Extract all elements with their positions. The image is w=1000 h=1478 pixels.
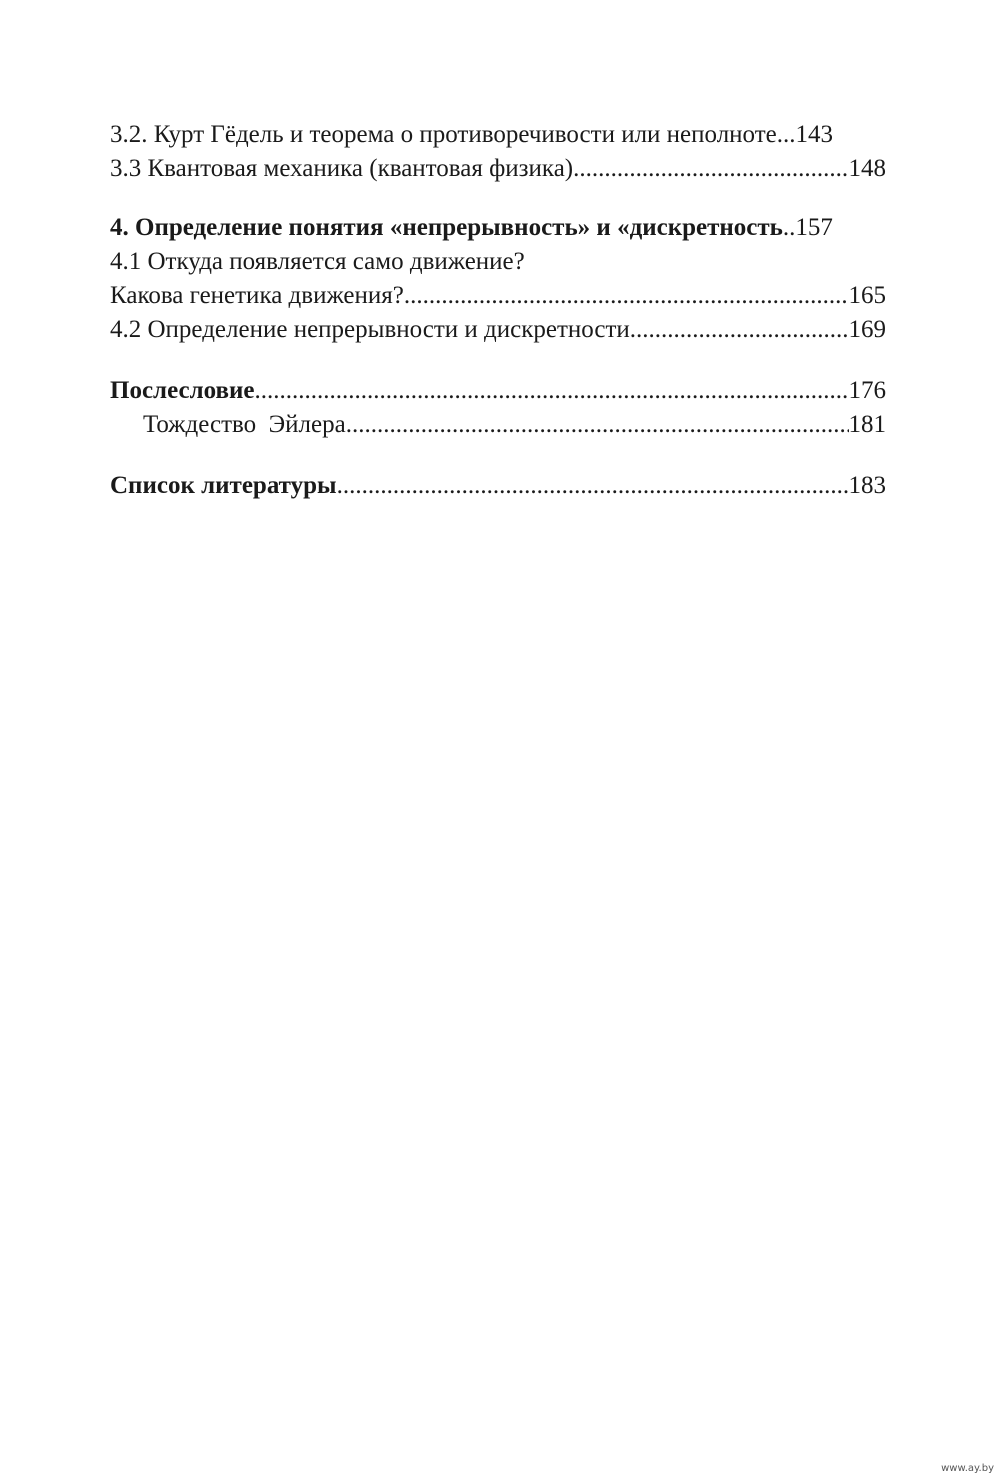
toc-entry-title: 4.1 Откуда появляется само движение? bbox=[110, 248, 525, 275]
toc-entry-leader bbox=[630, 313, 849, 347]
toc-entry-page: 157 bbox=[795, 214, 833, 241]
toc-entry-page: 165 bbox=[848, 282, 886, 309]
toc-entry-4 bbox=[110, 211, 886, 245]
toc-entry-leader bbox=[337, 469, 849, 503]
toc-entry-bibliography bbox=[110, 469, 886, 503]
toc-entry-page: 169 bbox=[848, 316, 886, 343]
toc-entry-leader bbox=[404, 279, 849, 313]
toc-entry-title: 3.2. Курт Гёдель и теорема о противоречивости или неполноте bbox=[110, 121, 777, 148]
toc-entry-4-2 bbox=[110, 313, 886, 347]
toc-entry-leader bbox=[254, 374, 848, 408]
toc-entry-title: 4.2 Определение непрерывности и дискретности bbox=[110, 316, 630, 343]
toc-entry-page: 181 bbox=[848, 411, 886, 438]
toc-entry-leader bbox=[346, 408, 849, 442]
toc-entry-page: 148 bbox=[848, 155, 886, 182]
toc-entry-afterword bbox=[110, 374, 886, 408]
watermark: www.ay.by bbox=[941, 1463, 994, 1474]
toc-entry-title: Послесловие bbox=[110, 377, 255, 404]
toc-entry-title: Список литературы bbox=[110, 472, 337, 499]
toc-entry-leader: .. bbox=[782, 214, 796, 241]
toc-entry-title: Тождество Эйлера bbox=[143, 411, 346, 438]
toc-entry-3-3 bbox=[110, 152, 886, 186]
toc-entry-page: 176 bbox=[848, 377, 886, 404]
toc-entry-euler bbox=[110, 408, 886, 442]
toc-entry-title: 3.3 Квантовая механика (квантовая физика) bbox=[110, 155, 574, 182]
toc-entry-leader: ... bbox=[776, 121, 796, 148]
toc-entry-page: 143 bbox=[795, 121, 833, 148]
toc-entry-leader bbox=[573, 152, 848, 186]
toc-entry-page: 183 bbox=[848, 472, 886, 499]
table-of-contents bbox=[110, 118, 886, 503]
toc-entry-4-1-cont bbox=[110, 279, 886, 313]
toc-entry-4-1 bbox=[110, 245, 886, 279]
toc-entry-title: 4. Определение понятия «непрерывность» и «дискретность bbox=[110, 214, 783, 241]
toc-entry-title: Какова генетика движения? bbox=[110, 282, 404, 309]
toc-entry-3-2 bbox=[110, 118, 886, 152]
